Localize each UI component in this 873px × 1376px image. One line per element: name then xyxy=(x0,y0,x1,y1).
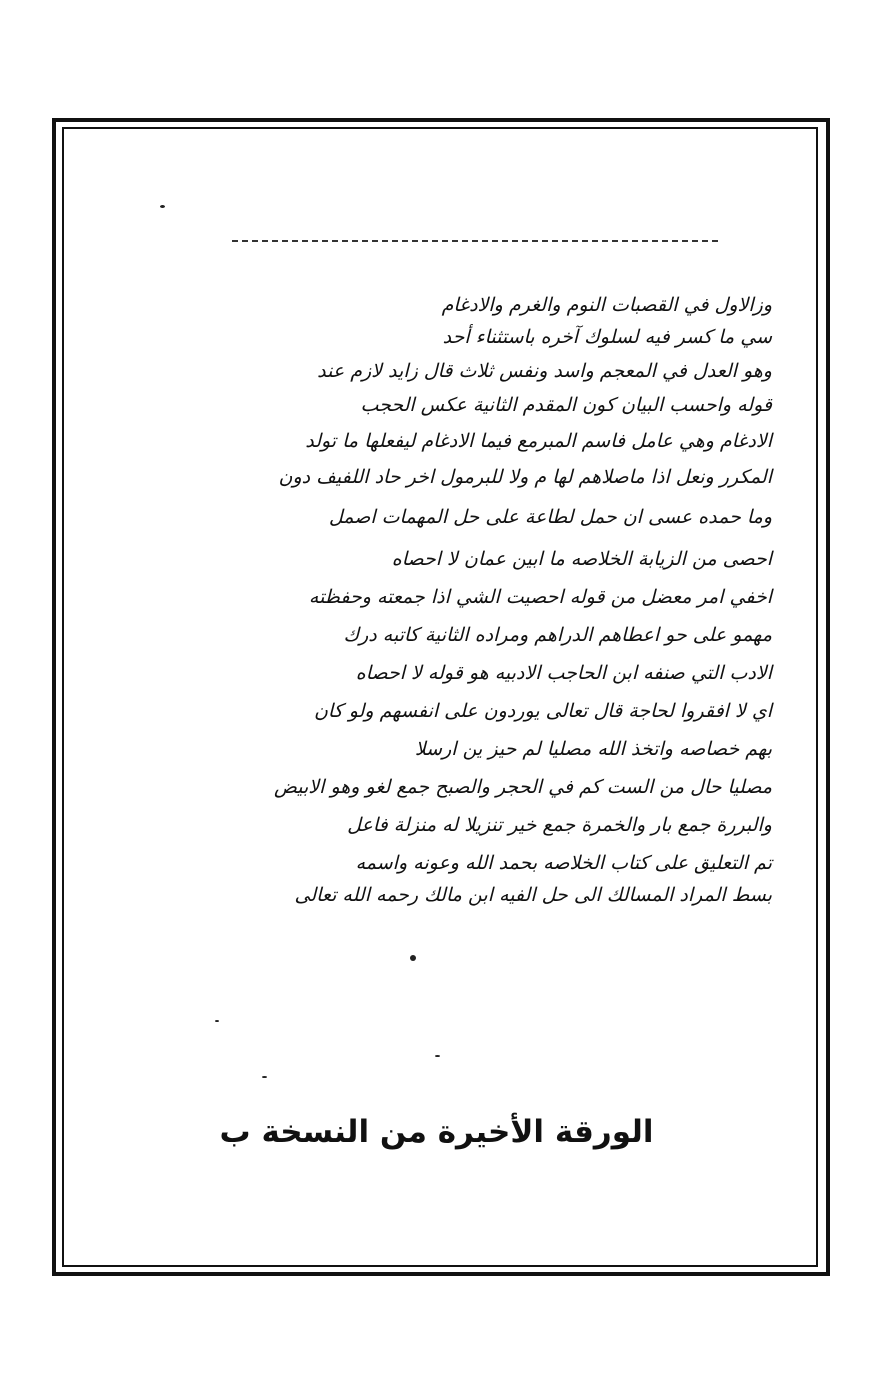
manuscript-text xyxy=(212,286,772,936)
manuscript-line: وهو العدل في المعجم واسد ونفس ثلاث قال زايد لازم عند xyxy=(317,360,772,382)
manuscript-line: بسط المراد المسالك الى حل الفيه ابن مالك رحمه الله تعالى xyxy=(294,884,772,906)
manuscript-line: سي ما كسر فيه لسلوك آخره باستثناء أحد xyxy=(442,326,772,348)
ink-speck xyxy=(262,1076,267,1078)
manuscript-line: مصليا حال من الست كم في الحجر والصبح جمع لغو وهو الابيض xyxy=(274,776,772,798)
manuscript-line: احصى من الزيابة الخلاصه ما ابين عمان لا احصاه xyxy=(391,548,772,570)
manuscript-line: اي لا افقروا لحاجة قال تعالى يوردون على انفسهم ولو كان xyxy=(313,700,772,722)
manuscript-line: بهم خصاصه واتخذ الله مصليا لم حيز ين ارسلا xyxy=(414,738,772,760)
page-caption: الورقة الأخيرة من النسخة ب xyxy=(219,1114,654,1150)
manuscript-line: قوله واحسب البيان كون المقدم الثانية عكس الحجب xyxy=(360,394,772,416)
manuscript-line: وزالاول في القصبات النوم والغرم والادغام xyxy=(441,294,772,316)
ink-speck xyxy=(215,1020,219,1022)
manuscript-line: وما حمده عسى ان حمل لطاعة على حل المهمات اصمل xyxy=(328,506,772,528)
manuscript-top-edge xyxy=(232,240,718,242)
manuscript-line: المكرر ونعل اذا ماصلاهم لها م ولا للبرمول اخر حاد اللفيف دون xyxy=(278,466,772,488)
manuscript-line: مهمو على حو اعطاهم الدراهم ومراده الثانية كاتبه درك xyxy=(343,624,772,646)
manuscript-line: الادب التي صنفه ابن الحاجب الادبيه هو قوله لا احصاه xyxy=(355,662,772,684)
manuscript-line: تم التعليق على كتاب الخلاصه بحمد الله وعونه واسمه xyxy=(355,852,772,874)
ink-speck xyxy=(160,205,165,208)
manuscript-line: اخفي امر معضل من قوله احصيت الشي اذا جمعته وحفظته xyxy=(308,586,772,608)
ink-speck xyxy=(435,1055,440,1057)
manuscript-line: والبررة جمع بار والخمرة جمع خير تنزيلا له منزلة فاعل xyxy=(347,814,772,836)
ink-speck xyxy=(410,955,416,961)
manuscript-line: الادغام وهي عامل فاسم المبرمع فيما الادغام ليفعلها ما تولد xyxy=(305,430,772,452)
